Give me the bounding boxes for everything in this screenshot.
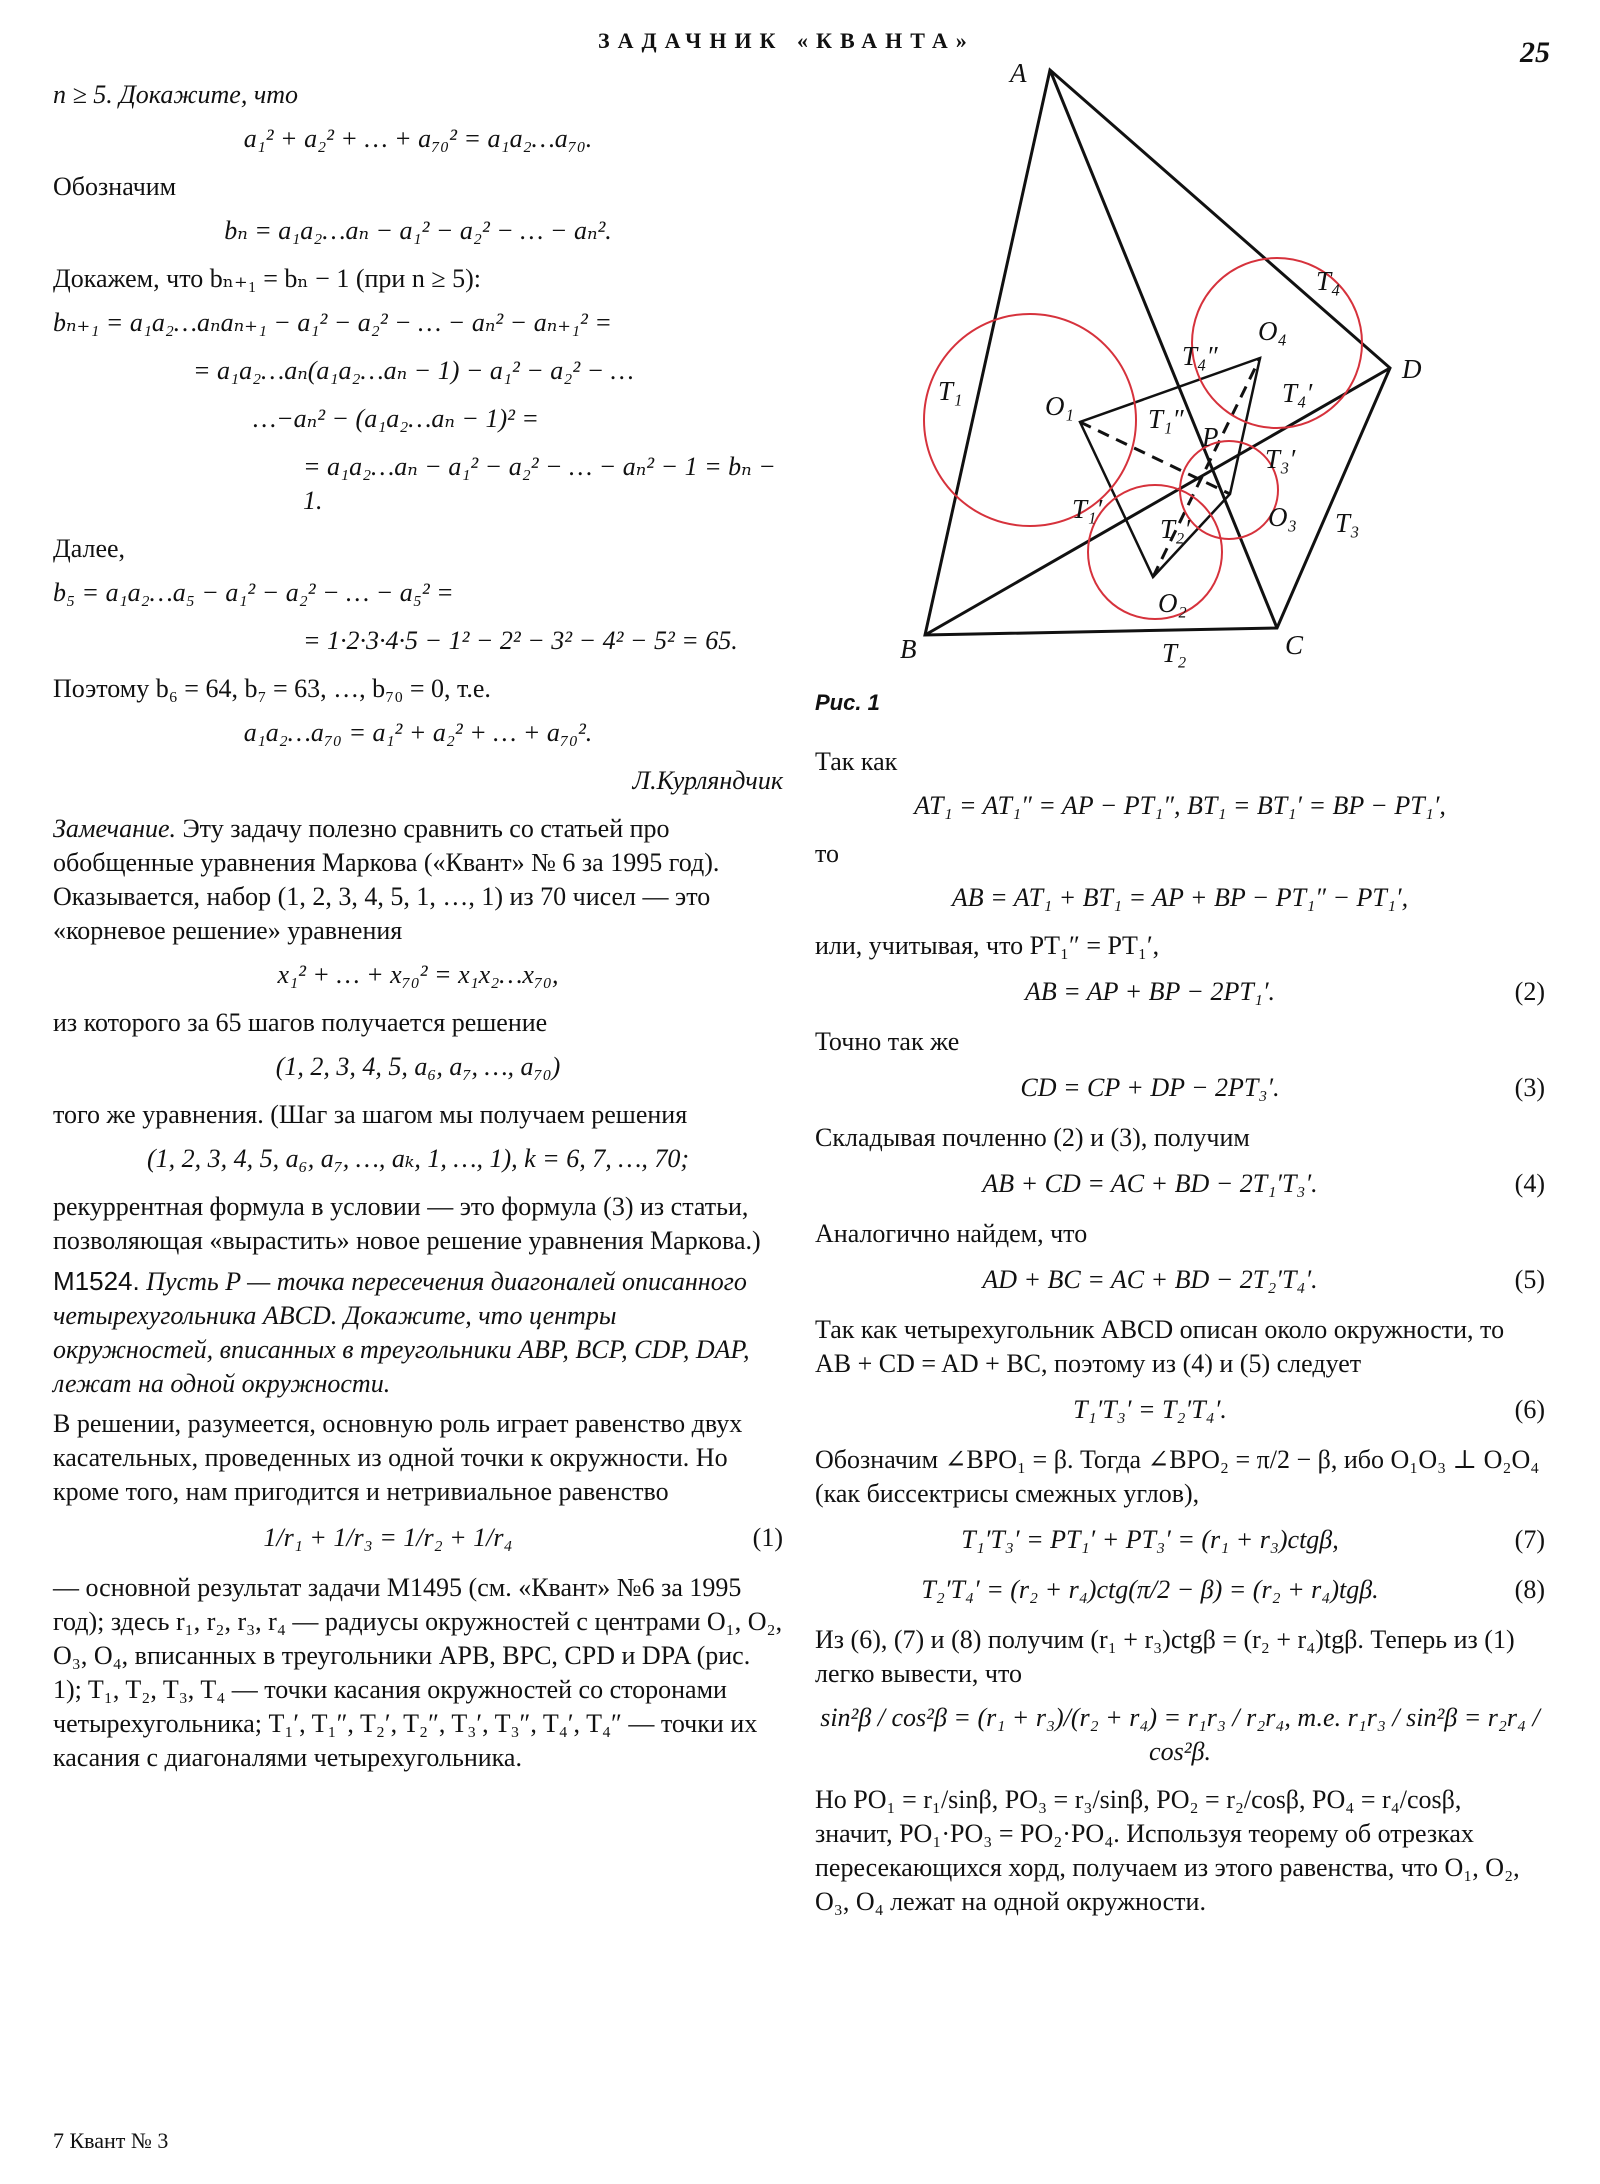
text-circumscribed: Так как четырехугольник ABCD описан около окружности, то AB + CD = AD + BC, поэтому из (4) и (5) следует <box>815 1315 1505 1378</box>
label-T2-prime: T₂′ <box>1160 514 1191 544</box>
equation-7 <box>815 1523 1545 1557</box>
label-A: A <box>1010 58 1027 88</box>
label-P: P <box>1202 422 1219 452</box>
text-therefore: Поэтому b₆ = 64, b₇ = 63, …, b₇₀ = 0, т.е. <box>53 674 491 703</box>
formula-product-sum: a₁a₂…a₇₀ = a₁² + a₂² + … + a₇₀². <box>243 718 593 747</box>
text-adding: Складывая почленно (2) и (3), получим <box>815 1123 1250 1152</box>
formula-sum-squares: a₁² + a₂² + … + a₇₀² = a₁a₂…a₇₀. <box>243 124 593 153</box>
equation-6-body: T₁′T₃′ = T₂′T₄′. <box>1073 1395 1227 1424</box>
text-further: Далее, <box>53 534 126 563</box>
label-T3: T₃ <box>1335 508 1360 538</box>
equation-3 <box>815 1071 1545 1105</box>
equation-2-number: (2) <box>1514 977 1545 1006</box>
text-since: Так как <box>815 747 898 776</box>
problem-statement <box>53 1264 783 1401</box>
label-T4: T₄ <box>1316 266 1341 296</box>
label-T4-prime: T₄′ <box>1282 378 1313 408</box>
equation-6 <box>815 1393 1545 1427</box>
figure-1 <box>850 50 1422 690</box>
author: Л.Курляндчик <box>632 766 783 795</box>
label-O4: O₄ <box>1258 316 1287 346</box>
label-T3-prime: T₃′ <box>1265 444 1296 474</box>
text-similarly: Аналогично найдем, что <box>815 1219 1088 1248</box>
equation-6-number: (6) <box>1514 1395 1545 1424</box>
remark-paragraph <box>53 812 783 948</box>
figure-caption: Рис. 1 <box>815 690 880 715</box>
text-main-result: — основной результат задачи М1495 (см. «Квант» №6 за 1995 год); здесь r₁, r₂, r₃, r₄ — радиусы окружностей с центрами O₁, O₂, O₃, O₄, вписанных в треугольники APB, BPC, CPD и DPA (рис. 1); T₁, T₂, T₃, T₄ — точки касания окружностей со сторонами четырехугольника; T₁′, T₁″, T₂′, T₂″, T₃′, T₃″, T₄′, T₄″ — точки их касания с диагоналями четырехугольника. <box>53 1573 783 1772</box>
equation-5 <box>815 1263 1545 1297</box>
text-denote: Обозначим <box>53 172 177 201</box>
page-number: 25 <box>1520 36 1550 69</box>
formula-markov: x₁² + … + x₇₀² = x₁x₂…x₇₀, <box>277 960 559 989</box>
equation-8 <box>815 1573 1545 1607</box>
label-T1: T₁ <box>938 376 963 406</box>
text-step-by-step: того же уравнения. (Шаг за шагом мы получаем решения <box>53 1100 688 1129</box>
incircle-O3 <box>1180 441 1278 539</box>
text-considering: или, учитывая, что PT₁″ = PT₁′, <box>815 931 1160 960</box>
text-denote-angle: Обозначим ∠BPO₁ = β. Тогда ∠BPO₂ = π/2 − β, ибо O₁O₃ ⊥ O₂O₄ (как биссектрисы смежных углов), <box>815 1445 1540 1508</box>
formula-bn-def: bₙ = a₁a₂…aₙ − a₁² − a₂² − … − aₙ². <box>224 216 612 245</box>
formula-bn1-line3: …−aₙ² − (a₁a₂…aₙ − 1)² = <box>253 404 539 433</box>
label-O3: O₃ <box>1268 502 1297 532</box>
running-header: ЗАДАЧНИК «КВАНТА» <box>598 28 975 53</box>
equation-7-body: T₁′T₃′ = PT₁′ + PT₃′ = (r₁ + r₃)ctgβ, <box>961 1525 1339 1554</box>
problem-id: М1524. <box>53 1266 140 1296</box>
equation-7-number: (7) <box>1514 1525 1545 1554</box>
equation-1-number: (1) <box>752 1523 783 1552</box>
formula-b5-line1: b₅ = a₁a₂…a₅ − a₁² − a₂² − … − a₅² = <box>53 578 454 607</box>
equation-2-body: AB = AP + BP − 2PT₁′. <box>1024 977 1276 1006</box>
equation-2 <box>815 975 1545 1009</box>
equation-8-body: T₂′T₄′ = (r₂ + r₄)ctg(π/2 − β) = (r₂ + r₄)tgβ. <box>921 1575 1379 1604</box>
equation-4-number: (4) <box>1514 1169 1545 1198</box>
incircle-O2 <box>1088 485 1222 619</box>
equation-1-body: 1/r₁ + 1/r₃ = 1/r₂ + 1/r₄ <box>263 1523 513 1552</box>
label-T1-double-prime: T₁″ <box>1148 404 1184 434</box>
formula-steps: (1, 2, 3, 4, 5, a₆, a₇, …, aₖ, 1, …, 1), k = 6, 7, …, 70; <box>147 1144 689 1173</box>
text-conclusion: Но PO₁ = r₁/sinβ, PO₃ = r₃/sinβ, PO₂ = r₂/cosβ, PO₄ = r₄/cosβ, значит, PO₁·PO₃ = PO₂·PO₄. Используя теорему об отрезках пересекающихся хорд, получаем из этого равенства, что O₁, O₂, O₃, O₄ лежат на одной окружности. <box>815 1785 1520 1916</box>
equation-1 <box>53 1521 783 1555</box>
formula-bn1-line4: = a₁a₂…aₙ − a₁² − a₂² − … − aₙ² − 1 = bₙ − 1. <box>303 452 776 515</box>
footer: 7 Квант № 3 <box>53 2128 169 2153</box>
equation-8-number: (8) <box>1514 1575 1545 1604</box>
text-prove-recurrence: Докажем, что bₙ₊₁ = bₙ − 1 (при n ≥ 5): <box>53 264 481 293</box>
remark-label: Замечание. <box>53 814 177 843</box>
text-likewise: Точно так же <box>815 1027 960 1056</box>
formula-ab-sum: AB = AT₁ + BT₁ = AP + BP − PT₁″ − PT₁′, <box>951 883 1409 912</box>
formula-bn1-line1: bₙ₊₁ = a₁a₂…aₙaₙ₊₁ − a₁² − a₂² − … − aₙ² − aₙ₊₁² = <box>53 308 612 337</box>
right-column <box>815 745 1545 1925</box>
equation-4 <box>815 1167 1545 1201</box>
label-D: D <box>1402 354 1422 384</box>
quadrilateral-ABCD <box>925 70 1390 635</box>
equation-5-body: AD + BC = AC + BD − 2T₂′T₄′. <box>982 1265 1318 1294</box>
formula-tangents: AT₁ = AT₁″ = AP − PT₁″, BT₁ = BT₁′ = BP − PT₁′, <box>914 791 1446 820</box>
formula-bn1-line2: = a₁a₂…aₙ(a₁a₂…aₙ − 1) − a₁² − a₂² − … <box>193 356 634 385</box>
formula-sin-cos: sin²β / cos²β = (r₁ + r₃)/(r₂ + r₄) = r₁r₃ / r₂r₄, т.е. r₁r₃ / sin²β = r₂r₄ / cos²β. <box>820 1703 1540 1766</box>
quad-O1O2O3O4 <box>1080 358 1260 577</box>
problem-text: Пусть P — точка пересечения диагоналей описанного четырехугольника ABCD. Докажите, что центры окружностей, вписанных в треугольники ABP, BCP, CDP, DAP, лежат на одной окружности. <box>53 1267 750 1398</box>
text-solution-intro: В решении, разумеется, основную роль играет равенство двух касательных, проведенных из одной точки к окружности. Но кроме того, нам пригодится и нетривиальное равенство <box>53 1409 743 1506</box>
formula-solution: (1, 2, 3, 4, 5, a₆, a₇, …, a₇₀) <box>275 1052 561 1081</box>
text-65-steps: из которого за 65 шагов получается решение <box>53 1008 548 1037</box>
label-O2: O₂ <box>1158 588 1187 618</box>
equation-4-body: AB + CD = AC + BD − 2T₁′T₃′. <box>982 1169 1318 1198</box>
label-O1: O₁ <box>1045 391 1074 421</box>
label-T1-prime: T₁′ <box>1072 494 1103 524</box>
label-B: B <box>900 634 917 664</box>
label-C: C <box>1285 630 1304 660</box>
label-T2: T₂ <box>1162 638 1187 668</box>
text-then: то <box>815 839 840 868</box>
left-column <box>53 78 783 1781</box>
text-recurrent: рекуррентная формула в условии — это формула (3) из статьи, позволяющая «вырастить» новое решение уравнения Маркова.) <box>53 1192 761 1255</box>
formula-b5-line2: = 1·2·3·4·5 − 1² − 2² − 3² − 4² − 5² = 65. <box>303 626 738 655</box>
label-T4-double-prime: T₄″ <box>1182 341 1218 371</box>
text-from-678: Из (6), (7) и (8) получим (r₁ + r₃)ctgβ = (r₂ + r₄)tgβ. Теперь из (1) легко вывести, что <box>815 1625 1515 1688</box>
statement-intro: n ≥ 5. Докажите, что <box>53 80 299 109</box>
equation-3-number: (3) <box>1514 1073 1545 1102</box>
equation-3-body: CD = CP + DP − 2PT₃′. <box>1020 1073 1280 1102</box>
remark-text: Эту задачу полезно сравнить со статьей про обобщенные уравнения Маркова («Квант» № 6 за 1995 год). Оказывается, набор (1, 2, 3, 4, 5, 1, …, 1) из 70 чисел — это «корневое решение» уравнения <box>53 814 720 945</box>
equation-5-number: (5) <box>1514 1265 1545 1294</box>
